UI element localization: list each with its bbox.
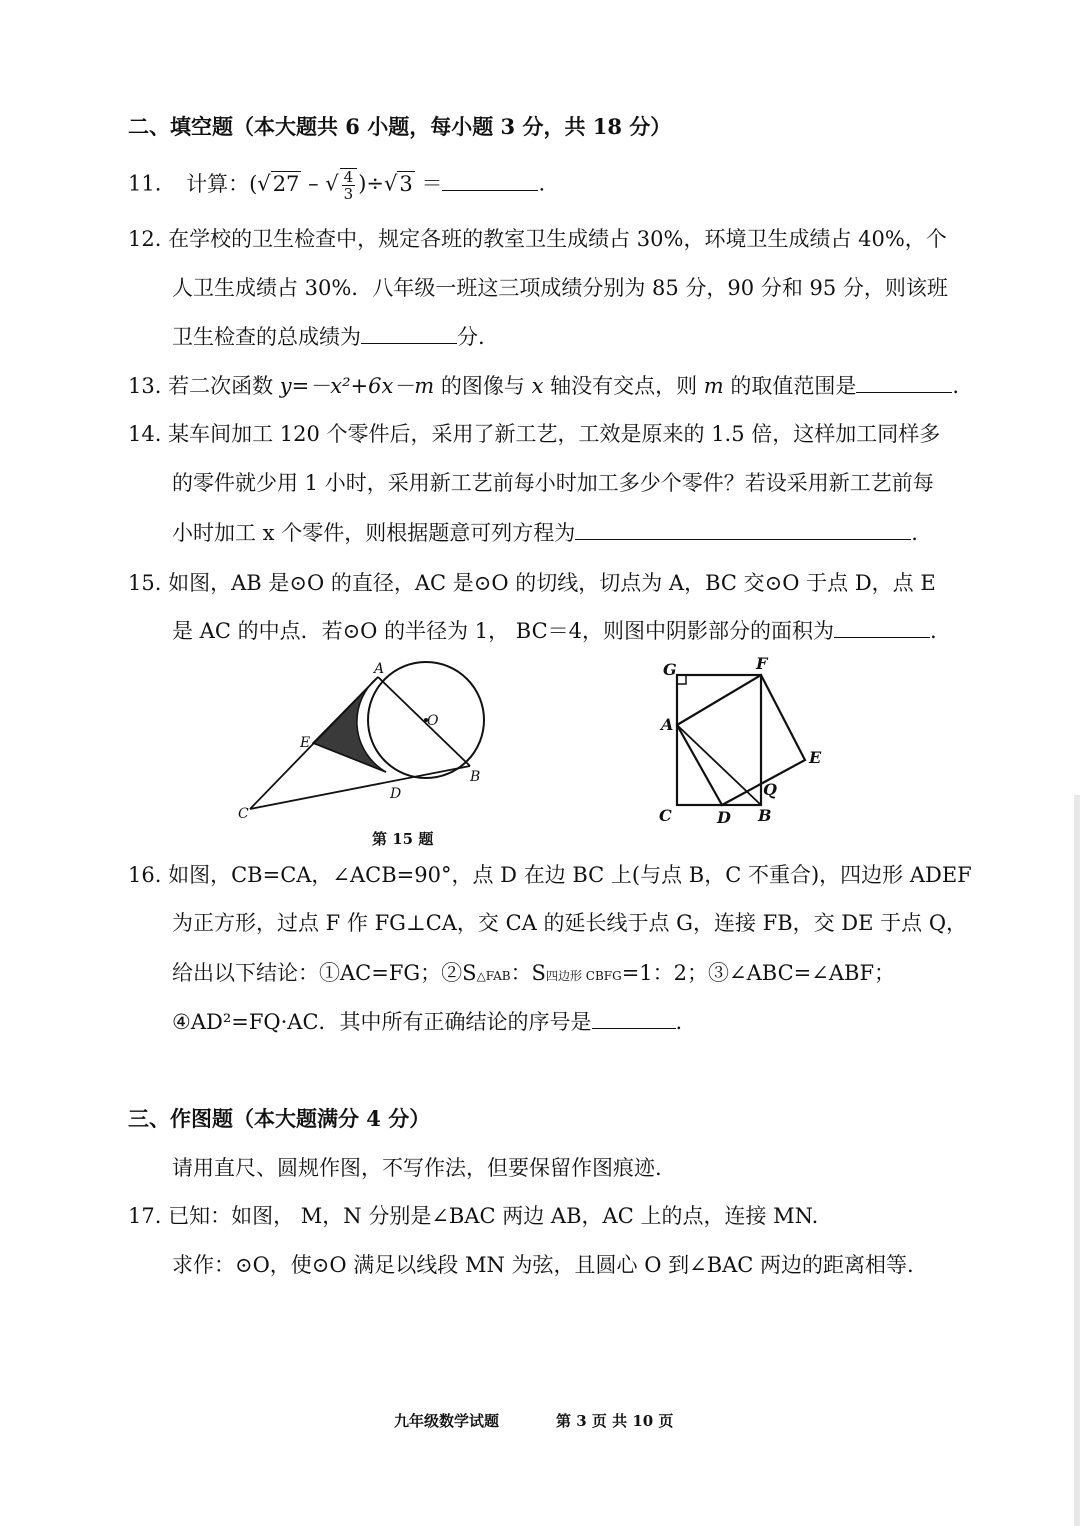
q16-sub-fab: △FAB xyxy=(476,969,511,983)
q12-line3: 卫生检查的总成绩为 xyxy=(172,325,361,349)
q13-end: . xyxy=(952,374,960,398)
q16-sub-cbfg: 四边形 CBFG xyxy=(545,969,622,983)
q17-line1: 已知：如图， M，N 分别是∠BAC 两边 AB，AC 上的点，连接 MN. xyxy=(168,1204,819,1228)
fig15-label-e: E xyxy=(300,735,311,751)
q11-frac-den: 3 xyxy=(343,185,354,203)
line-cb xyxy=(250,766,470,809)
q16-line3-a: 给出以下结论：①AC=FG；②S xyxy=(172,961,477,985)
figure-15 xyxy=(230,655,500,830)
scan-edge xyxy=(1074,795,1080,1526)
question-13 xyxy=(128,373,959,399)
fig16-label-g: G xyxy=(663,660,677,679)
footer-subject: 九年级数学试题 xyxy=(394,1412,500,1430)
q14-line3: 小时加工 x 个零件，则根据题意可列方程为 xyxy=(172,521,576,545)
q13-x: x xyxy=(531,374,544,398)
question-12-line3 xyxy=(172,324,485,350)
q11-text-b: )÷ xyxy=(358,171,385,196)
footer-page-number: 第 3 页 共 10 页 xyxy=(556,1412,674,1430)
question-16-line3 xyxy=(172,960,895,989)
q16-line2: 为正方形，过点 F 作 FG⊥CA，交 CA 的延长线于点 G，连接 FB，交 DE 于点 Q， xyxy=(172,911,968,935)
fig16-label-c: C xyxy=(659,806,672,825)
q11-end: . xyxy=(538,171,546,196)
question-14-line1 xyxy=(128,421,940,447)
q14-number: 14. xyxy=(128,422,162,446)
q16-answer-blank[interactable] xyxy=(592,1010,676,1029)
question-12-line1 xyxy=(128,226,947,252)
question-15-line2 xyxy=(172,618,937,644)
section2-title: 二、填空题（本大题共 6 小题，每小题 3 分，共 18 分） xyxy=(128,114,672,139)
section3-title: 三、作图题（本大题满分 4 分） xyxy=(128,1106,431,1131)
fig16-label-d: D xyxy=(717,808,731,827)
q12-line2: 人卫生成绩占 30%．八年级一班这三项成绩分别为 85 分，90 分和 95 分，则该班 xyxy=(172,276,948,300)
q17-line2: 求作：⊙O，使⊙O 满足以线段 MN 为弦，且圆心 O 到∠BAC 两边的距离相等. xyxy=(172,1253,914,1277)
q16-line3-c: =1：2；③∠ABC=∠ABF； xyxy=(621,961,896,985)
q14-end: . xyxy=(911,521,918,545)
q16-line1: 如图，CB=CA，∠ACB=90°，点 D 在边 BC 上(与点 B，C 不重合)，四边形 ADEF xyxy=(168,863,972,887)
q14-answer-blank[interactable] xyxy=(575,521,911,540)
figure-16 xyxy=(655,655,830,827)
q11-root1: 27 xyxy=(272,171,300,196)
q12-line1: 在学校的卫生检查中，规定各班的教室卫生成绩占 30%，环境卫生成绩占 40%，个 xyxy=(168,227,947,251)
q13-text-d: 的取值范围是 xyxy=(723,374,857,398)
q11-root2: 3 xyxy=(399,171,413,196)
fig16-label-a: A xyxy=(661,715,674,734)
q13-m: m xyxy=(703,374,724,398)
q11-number: 11. xyxy=(128,171,162,196)
section3-instruction: 请用直尺、圆规作图，不写作法，但要保留作图痕迹. xyxy=(172,1156,662,1180)
line-ab xyxy=(677,725,761,805)
q15-number: 15. xyxy=(128,571,162,595)
q15-end: . xyxy=(930,619,937,643)
q14-line1: 某车间加工 120 个零件后，采用了新工艺，工效是原来的 1.5 倍，这样加工同样多 xyxy=(168,422,941,446)
question-15-line1 xyxy=(128,570,936,596)
q11-text-c: ＝ xyxy=(414,171,443,196)
question-11: 11. 计算：(√27 – √ $\frac{4}{3}$ )÷√3 ＝ . xyxy=(128,168,546,203)
q15-answer-blank[interactable] xyxy=(834,619,930,638)
q13-text-b: 的图像与 xyxy=(434,374,532,398)
right-angle-g xyxy=(677,675,686,684)
question-17-line1 xyxy=(128,1203,818,1229)
diameter-ab xyxy=(378,677,470,766)
q13-text-c: 轴没有交点，则 xyxy=(543,374,704,398)
q12-answer-blank[interactable] xyxy=(361,325,457,344)
fig16-label-q: Q xyxy=(763,780,777,799)
q13-expression: y=－x²+6x－m xyxy=(279,374,435,398)
fig16-label-e: E xyxy=(809,748,822,767)
rect-cbfg xyxy=(677,675,761,805)
q11-minus: – xyxy=(301,171,326,196)
fig15-label-d: D xyxy=(390,786,402,802)
q12-number: 12. xyxy=(128,227,162,251)
q16-end: . xyxy=(675,1010,683,1034)
q16-line4: ④AD²=FQ·AC．其中所有正确结论的序号是 xyxy=(172,1010,592,1034)
question-14-line3 xyxy=(172,520,918,546)
figure-15-caption: 第 15 题 xyxy=(372,830,434,848)
q15-line1: 如图，AB 是⊙O 的直径，AC 是⊙O 的切线，切点为 A，BC 交⊙O 于点 D，点 E xyxy=(168,571,936,595)
q13-answer-blank[interactable] xyxy=(856,374,952,393)
q16-number: 16. xyxy=(128,863,162,887)
question-16-line1 xyxy=(128,862,972,888)
q15-line2: 是 AC 的中点．若⊙O 的半径为 1， BC＝4，则图中阴影部分的面积为 xyxy=(172,619,835,643)
q11-answer-blank[interactable] xyxy=(442,172,538,191)
q11-fraction xyxy=(340,168,358,202)
q11-frac-num: 4 xyxy=(343,168,354,186)
q13-text-a: 若二次函数 xyxy=(168,374,280,398)
q17-number: 17. xyxy=(128,1204,162,1228)
q14-line2: 的零件就少用 1 小时，采用新工艺前每小时加工多少个零件？若设采用新工艺前每 xyxy=(172,471,934,495)
fig16-label-f: F xyxy=(756,655,768,673)
q13-number: 13. xyxy=(128,374,162,398)
q16-line3-b: ：S xyxy=(510,961,546,985)
fig16-label-b: B xyxy=(758,806,772,825)
fig15-label-a: A xyxy=(374,661,385,677)
question-16-line4 xyxy=(172,1009,682,1035)
fig15-label-c: C xyxy=(238,806,249,822)
q11-text-a: 计算：( xyxy=(186,171,258,196)
fig15-label-o: O xyxy=(427,713,439,729)
q12-line3-end: 分. xyxy=(457,325,485,349)
fig15-label-b: B xyxy=(470,769,481,785)
